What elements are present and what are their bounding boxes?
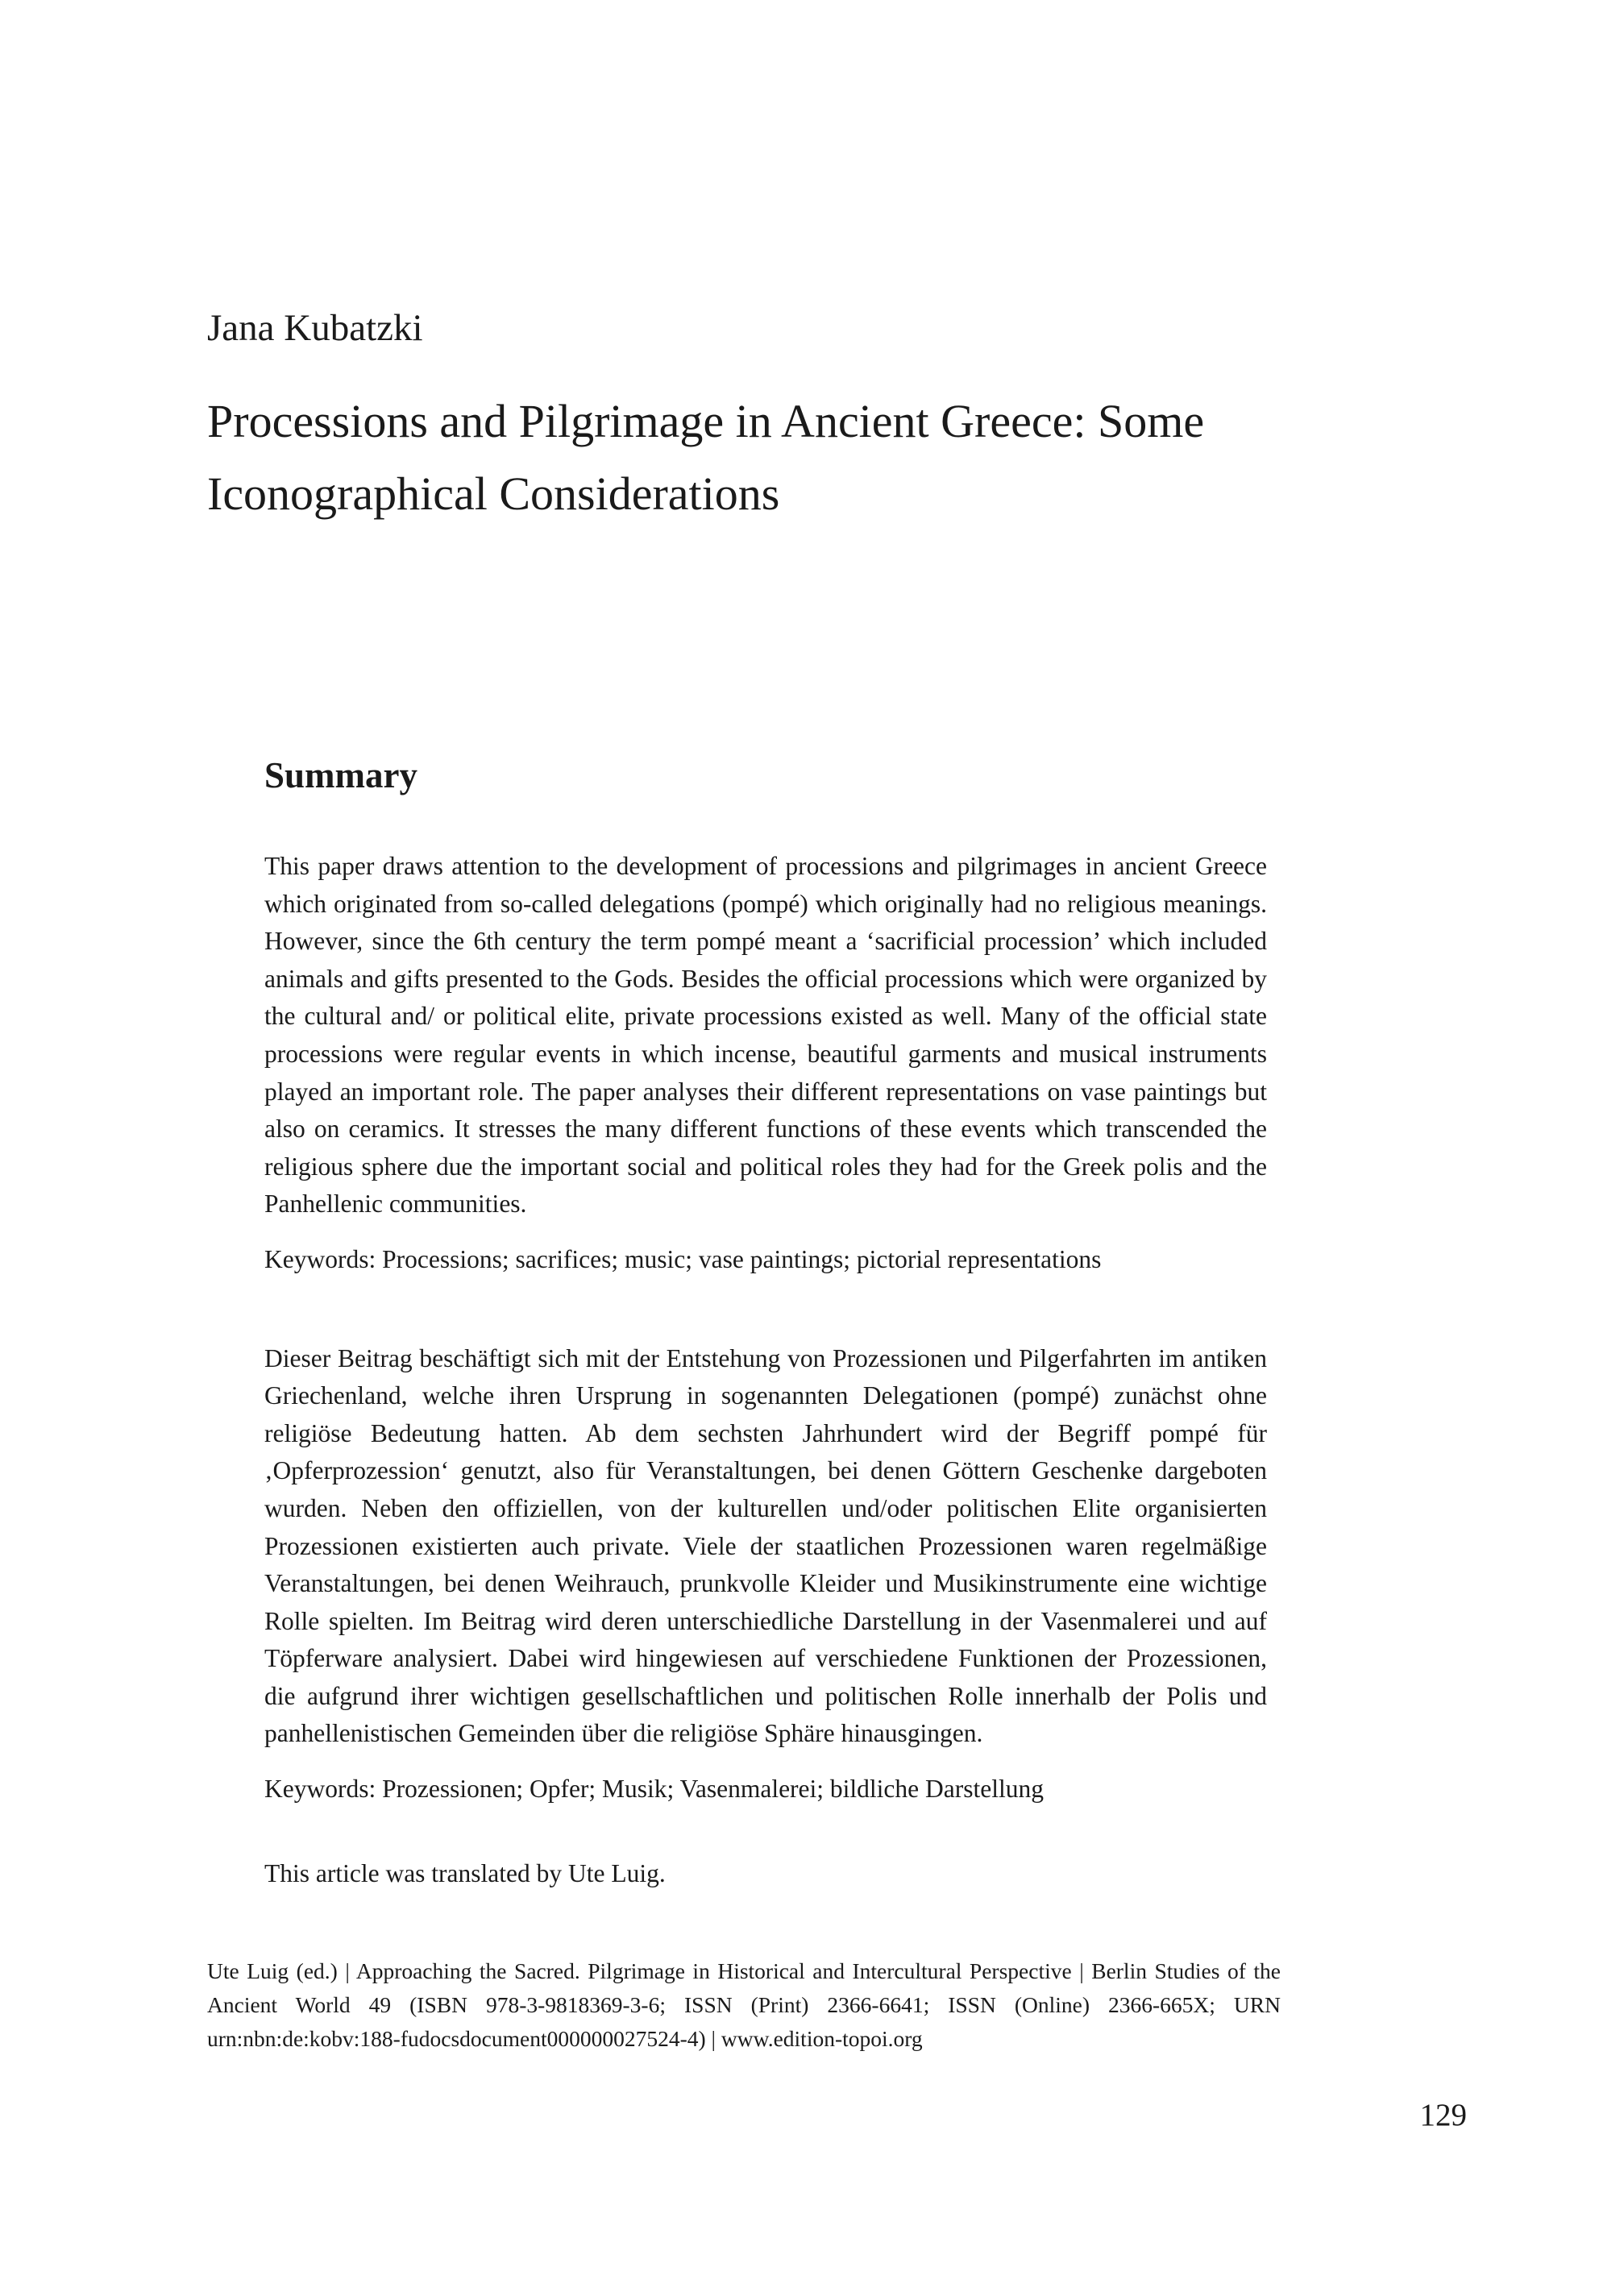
- article-title: Processions and Pilgrimage in Ancient Greece: Some Iconographical Considerations: [207, 395, 1205, 520]
- citation-footer: Ute Luig (ed.) | Approaching the Sacred. Pilgrimage in Historical and Intercultural Perspective | Berlin Studies of the Ancient World 49 (ISBN 978-3-9818369-3-6; ISSN (Print) 2366-6641; ISSN (Online) 2366-665X; URN urn:nbn:de:kobv:188-fudocsdocument000000027524-4) | www.edition-topoi.org: [207, 1958, 1281, 2051]
- keywords-german: Keywords: Prozessionen; Opfer; Musik; Vasenmalerei; bildliche Darstellung: [264, 1775, 1044, 1804]
- summary-heading: Summary: [264, 755, 417, 795]
- keywords-english: Keywords: Processions; sacrifices; music; vase paintings; pictorial representations: [264, 1244, 1102, 1273]
- abstract-english: This paper draws attention to the development of processions and pilgrimages in ancient Greece which originated from so-called delegations (pompé) which originally had no religious meanings. However, since the 6th century the term pompé meant a ‘sacrificial procession’ which included animals and gifts presented to the Gods. Besides the official processions which were organized by the cultural and/ or political elite, private processions existed as well. Many of the official state processions were regular events in which incense, beautiful garments and musical instruments played an important role. The paper analyses their different representations on vase paintings but also on ceramics. It stresses the many different functions of these events which transcended the religious sphere due the important social and political roles they had for the Greek polis and the Panhellenic communities.: [264, 852, 1267, 1219]
- summary-section: [264, 751, 1267, 1892]
- translator-note: This article was translated by Ute Luig.: [264, 1858, 666, 1887]
- author-name: Jana Kubatzki: [207, 307, 423, 349]
- abstract-german: Dieser Beitrag beschäftigt sich mit der Entstehung von Prozessionen und Pilgerfahrten im antiken Griechenland, welche ihren Ursprung in sogenannten Delegationen (pompé) zunächst ohne religiöse Bedeutung hatten. Ab dem sechsten Jahrhundert wird der Begriff pompé für ‚Opferprozession‘ genutzt, also für Veranstaltungen, bei denen Göttern Geschenke dargeboten wurden. Neben den offiziellen, von der kulturellen und/oder politischen Elite organisierten Prozessionen existierten auch private. Viele der staatlichen Prozessionen waren regelmäßige Veranstaltungen, bei denen Weihrauch, prunkvolle Kleider und Musikinstrumente eine wichtige Rolle spielten. Im Beitrag wird deren unterschiedliche Darstellung in der Vasenmalerei und auf Töpferware analysiert. Dabei wird hingewiesen auf verschiedene Funktionen der Prozessionen, die aufgrund ihrer wichtigen gesellschaftlichen und politischen Rolle innerhalb der Polis und panhellenistischen Gemeinden über die religiöse Sphäre hinausgingen.: [264, 1343, 1267, 1748]
- page-number: 129: [1419, 2098, 1467, 2132]
